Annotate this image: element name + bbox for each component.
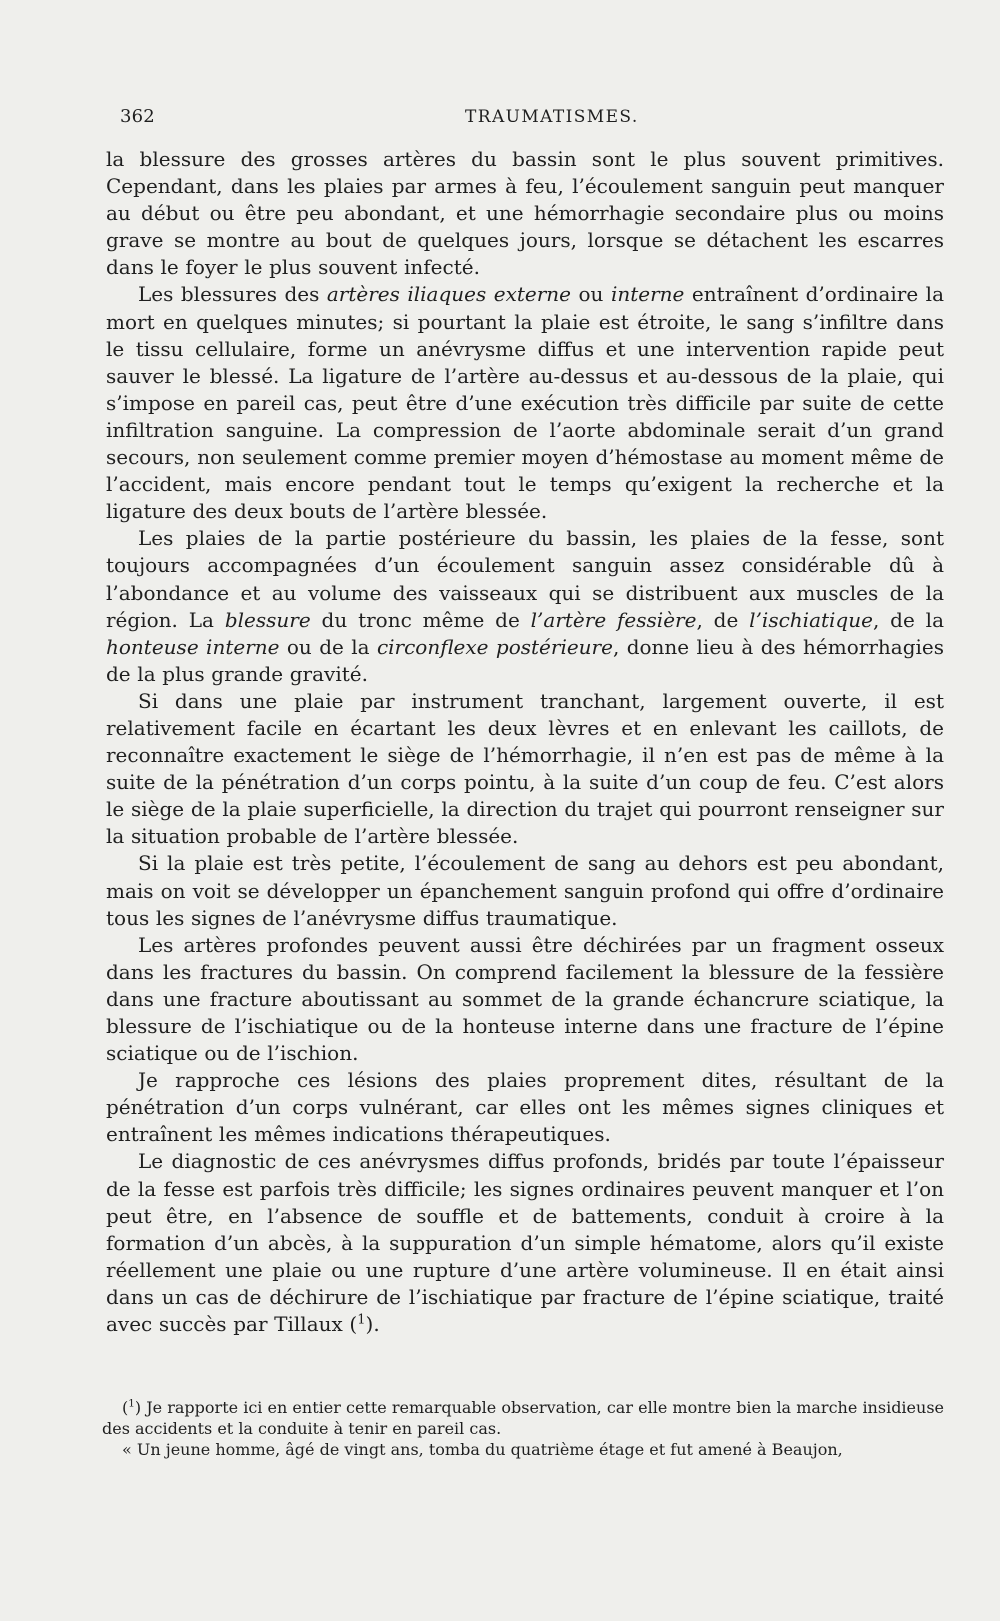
footnote-1-number: 1 bbox=[128, 1397, 135, 1410]
main-text bbox=[106, 146, 944, 1338]
paragraph-3-text-e: , de bbox=[696, 607, 750, 632]
paragraph-2-text-a: Les blessures des bbox=[138, 282, 327, 307]
paragraph-3-italic-h: honteuse interne bbox=[106, 634, 280, 659]
paragraph-3-text-c: du tronc même de bbox=[310, 607, 531, 632]
paragraph-2-italic-a: artères iliaques externe bbox=[326, 282, 572, 307]
footnote-1-open-paren: ( bbox=[122, 1398, 129, 1417]
paragraph-2-text-e: entraînent d’ordinaire la mort en quelques minutes; si pourtant la plaie est étroite, le sang s’infiltre dans le tissu cellulaire, forme un anévrysme diffus et une intervention rapide peut sauver le blessé. La ligature de l’artère au-dessus et au-dessous de la plaie, qui s’impose en pareil cas, peut être d’une exécution très difficile par suite de cette infiltration sanguine. La compression de l’aorte abdominale serait d’un grand secours, non seulement comme premier moyen d’hémostase au moment même de l’accident, mais encore pendant tout le temps qu’exigent la recherche et la ligature des deux bouts de l’artère blessée. bbox=[106, 282, 944, 524]
paragraph-8 bbox=[106, 1148, 944, 1338]
paragraph-2-text-c: ou bbox=[571, 282, 611, 307]
paragraph-3 bbox=[106, 525, 944, 688]
paragraph-3-text-a: Les plaies de la partie postérieure du bassin, les plaies de la fesse, sont toujours accompagnées d’un écoulement sanguin assez considérable dû à l’abondance et au volume des vaisseaux qui se distribuent aux muscles de la région. La bbox=[106, 526, 944, 632]
paragraph-1: la blessure des grosses artères du bassin sont le plus souvent primitives. Cependant, dans les plaies par armes à feu, l’écoulement sanguin peut manquer au début ou être peu abondant, et une hémorrhagie secondaire plus ou moins grave se montre au bout de quelques jours, lorsque se détachent les escarres dans le foyer le plus souvent infecté. bbox=[106, 147, 944, 280]
paragraph-3-italic-d: l’artère fessière bbox=[530, 607, 697, 632]
paragraph-4: Si dans une plaie par instrument tranchant, largement ouverte, il est relativement facile en écartant les deux lèvres et en enlevant les caillots, de reconnaître exactement le siège de l’hémorrhagie, il n’en est pas de même à la suite de la pénétration d’un corps pointu, à la suite d’un coup de feu. C’est alors le siège de la plaie superficielle, la direction du trajet qui pourront renseigner sur la situation probable de l’artère blessée. bbox=[106, 688, 944, 849]
page-header bbox=[120, 106, 940, 134]
paragraph-6: Les artères profondes peuvent aussi être déchirées par un fragment osseux dans les fractures du bassin. On comprend facilement la blessure de la fessière dans une fracture aboutissant au sommet de la grande échancrure sciatique, la blessure de l’ischiatique ou de la honteuse interne dans une fracture de l’épine sciatique ou de l’ischion. bbox=[106, 932, 944, 1066]
paragraph-5: Si la plaie est très petite, l’écoulement de sang au dehors est peu abondant, mais on voit se développer un épanchement sanguin profond qui offre d’ordinaire tous les signes de l’anévrysme diffus traumatique. bbox=[106, 851, 944, 930]
footnote-1 bbox=[102, 1397, 944, 1439]
paragraph-3-italic-f: l’ischiatique bbox=[749, 607, 873, 632]
paragraph-8-text-a: Le diagnostic de ces anévrysmes diffus profonds, bridés par toute l’épaisseur de la fesse est parfois très difficile; les signes ordinaires peuvent manquer et l’on peut être, en l’absence de souffle et de battements, conduit à croire à la formation d’un abcès, à la suppuration d’un simple hématome, alors qu’il existe réellement une plaie ou une rupture d’une artère volumineuse. Il en était ainsi dans un cas de déchirure de l’ischiatique par fracture de l’épine sciatique, traité avec succès par Tillaux ( bbox=[106, 1149, 944, 1337]
footnotes bbox=[102, 1397, 944, 1460]
footnote-reference: 1 bbox=[357, 1312, 366, 1328]
footnote-continuation: « Un jeune homme, âgé de vingt ans, tomba du quatrième étage et fut amené à Beaujon, bbox=[122, 1440, 843, 1459]
footnote-1-text: ) Je rapporte ici en entier cette remarquable observation, car elle montre bien la marche insidieuse des accidents et la conduite à tenir en pareil cas. bbox=[102, 1398, 944, 1438]
paragraph-7: Je rapproche ces lésions des plaies proprement dites, résultant de la pénétration d’un corps vulnérant, car elles ont les mêmes signes cliniques et entraînent les mêmes indications thérapeutiques. bbox=[106, 1068, 944, 1147]
page-number: 362 bbox=[120, 106, 155, 127]
paragraph-2 bbox=[106, 281, 944, 525]
paragraph-3-text-k: , donne lieu à des hémorrhagies de la plus grande gravité. bbox=[106, 634, 944, 686]
paragraph-3-italic-j: circonflexe postérieure bbox=[376, 634, 613, 659]
paragraph-2-italic-d: interne bbox=[610, 282, 685, 307]
paragraph-3-italic-b: blessure bbox=[224, 607, 311, 632]
paragraph-3-text-g: , de la bbox=[872, 607, 945, 632]
paragraph-8-text-c: ). bbox=[365, 1312, 380, 1337]
running-title: TRAUMATISMES. bbox=[465, 107, 639, 127]
paragraph-3-text-i: ou de la bbox=[279, 634, 377, 659]
